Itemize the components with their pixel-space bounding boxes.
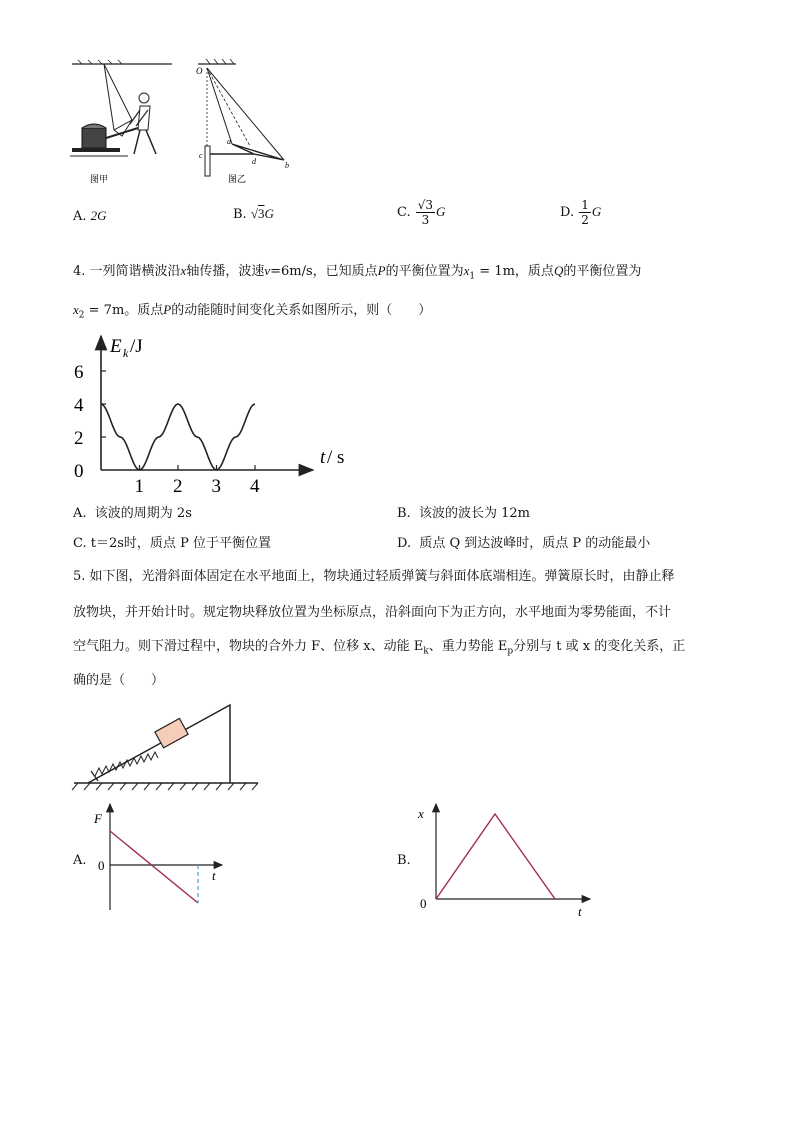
- x-tick-label: 4: [250, 476, 260, 497]
- x-tick-label: 1: [134, 476, 144, 497]
- point-label-o: O: [196, 66, 203, 76]
- ek-time-chart: [70, 330, 360, 500]
- q5-text-3b: 、重力势能 E: [428, 639, 508, 654]
- q4-text-1c: =6m/s，已知质点: [270, 264, 378, 279]
- fig-yi-caption: 图乙: [228, 174, 247, 184]
- q5-stem-line4: 确的是（ ）: [73, 673, 165, 688]
- q4-stem-line1: [73, 262, 641, 286]
- a-x-label: t: [212, 868, 216, 883]
- ek-curve: [101, 404, 255, 470]
- x-label-unit: / s: [327, 447, 345, 468]
- b-displacement-line: [436, 814, 555, 899]
- a-y-label: F: [94, 811, 102, 826]
- q5-option-b-graph: [412, 798, 597, 923]
- q4-text-1f: 的平衡位置为: [563, 264, 642, 279]
- q4-option-c-letter: C.: [73, 536, 87, 551]
- y-tick-label: 0: [74, 461, 84, 482]
- b-x-label: t: [578, 904, 582, 919]
- q3-option-d-letter: D.: [560, 205, 575, 220]
- q5-sub-k: k: [423, 646, 429, 657]
- q4-option-c-text: t＝2s时，质点 P 位于平衡位置: [90, 536, 271, 551]
- q5-stem-line1: 5. 如下图，光滑斜面体固定在水平地面上，物块通过轻质弹簧与斜面体底端相连。弹簧原长时，由静止释: [73, 569, 675, 584]
- q4-var-x1: x: [463, 263, 470, 278]
- x-tick-label: 3: [211, 476, 221, 497]
- q5-option-a-letter: A.: [73, 853, 87, 868]
- q4-option-a-text: 该波的周期为 2s: [94, 506, 192, 521]
- q4-text-1b: 轴传播，波速: [186, 264, 265, 279]
- q3-option-b: B. √3G: [233, 206, 274, 222]
- q3-option-b-letter: B.: [233, 207, 247, 222]
- point-label-b: b: [285, 161, 289, 170]
- incline-spring-figure: [70, 700, 265, 795]
- q4-stem-line2: [73, 301, 431, 325]
- q5-text-3a: 空气阻力。则下滑过程中，物块的合外力 F、位移 x、动能 E: [73, 639, 424, 654]
- q3-option-c-suffix: G: [436, 204, 446, 219]
- q3-option-a-letter: A.: [73, 209, 87, 224]
- figure-yi: [190, 58, 300, 188]
- q4-text-1a: 4. 一列简谐横波沿: [73, 264, 181, 279]
- q4-option-a-letter: A.: [73, 506, 87, 521]
- q4-var-q: Q: [553, 263, 564, 278]
- q3-option-c-den: 3: [421, 213, 430, 227]
- q4-text-2b: 的动能随时间变化关系如图所示，则（ ）: [171, 303, 432, 318]
- q4-var-x1-sub: 1: [469, 271, 476, 282]
- q3-option-b-suffix: G: [264, 206, 274, 221]
- q5-stem-line2: 放物块，并开始计时。规定物块释放位置为坐标原点，沿斜面向下为正方向，水平地面为零势能面，不计: [73, 605, 672, 620]
- a-force-line: [110, 831, 198, 903]
- q4-option-b-text: 该波的波长为 12m: [418, 506, 530, 521]
- q4-var-x: x: [180, 263, 187, 278]
- q4-var-x2-sub: 2: [78, 310, 85, 321]
- b-y-label: x: [418, 806, 424, 821]
- point-label-d: d: [252, 157, 256, 166]
- y-tick-label: 6: [74, 362, 84, 383]
- figure-jia: [68, 58, 178, 188]
- x-label-t: t: [320, 447, 326, 468]
- y-label-unit: /J: [130, 336, 143, 357]
- q4-var-p: P: [377, 263, 386, 278]
- q4-option-d: [397, 535, 650, 553]
- q3-option-d: [560, 198, 601, 227]
- q5-sub-p: p: [507, 646, 514, 657]
- q4-var-v: v: [264, 263, 271, 278]
- q4-option-b: [397, 505, 530, 523]
- q4-var-x2: x: [73, 302, 79, 317]
- q5-option-a-graph: [88, 798, 248, 918]
- y-tick-label: 2: [74, 428, 84, 449]
- q3-option-c-letter: C.: [397, 205, 411, 220]
- y-label-e: E: [110, 336, 122, 357]
- q4-option-d-text: 质点 Q 到达波峰时，质点 P 的动能最小: [419, 536, 651, 551]
- q5-stem-line3: [73, 638, 685, 661]
- q3-option-d-den: 2: [581, 213, 589, 227]
- q5-text-3c: 分别与 t 或 x 的变化关系，正: [513, 639, 686, 654]
- q3-option-c: [397, 198, 445, 227]
- q3-option-d-suffix: G: [591, 204, 602, 219]
- q3-option-a-text: 2G: [90, 208, 107, 223]
- q4-var-p2: P: [163, 302, 172, 317]
- y-tick-label: 4: [74, 395, 84, 416]
- q3-option-a: [73, 208, 107, 224]
- y-label-sub: k: [123, 346, 129, 360]
- b-zero-label: 0: [420, 896, 427, 911]
- point-label-a: a: [227, 137, 231, 146]
- q4-option-c: [73, 535, 271, 553]
- a-zero-label: 0: [98, 858, 105, 873]
- q3-option-d-num: 1: [581, 198, 589, 212]
- q4-text-1d: 的平衡位置为: [385, 264, 464, 279]
- point-label-c: c: [199, 151, 203, 160]
- q4-text-1e: ，质点: [514, 264, 554, 279]
- fig-jia-caption: 图甲: [90, 174, 109, 184]
- q4-option-d-letter: D.: [397, 536, 412, 551]
- q5-option-b-letter: B.: [397, 853, 411, 868]
- x-tick-label: 2: [173, 476, 183, 497]
- q4-var-x1-val: = 1m: [475, 264, 515, 279]
- q4-option-b-letter: B.: [397, 506, 411, 521]
- q3-option-c-num: √3: [417, 198, 434, 212]
- q4-option-a: [73, 505, 192, 523]
- q4-text-2a: 。质点: [124, 303, 164, 318]
- q4-var-x2-val: = 7m: [84, 303, 125, 318]
- q3-option-b-radicand: 3: [257, 206, 265, 221]
